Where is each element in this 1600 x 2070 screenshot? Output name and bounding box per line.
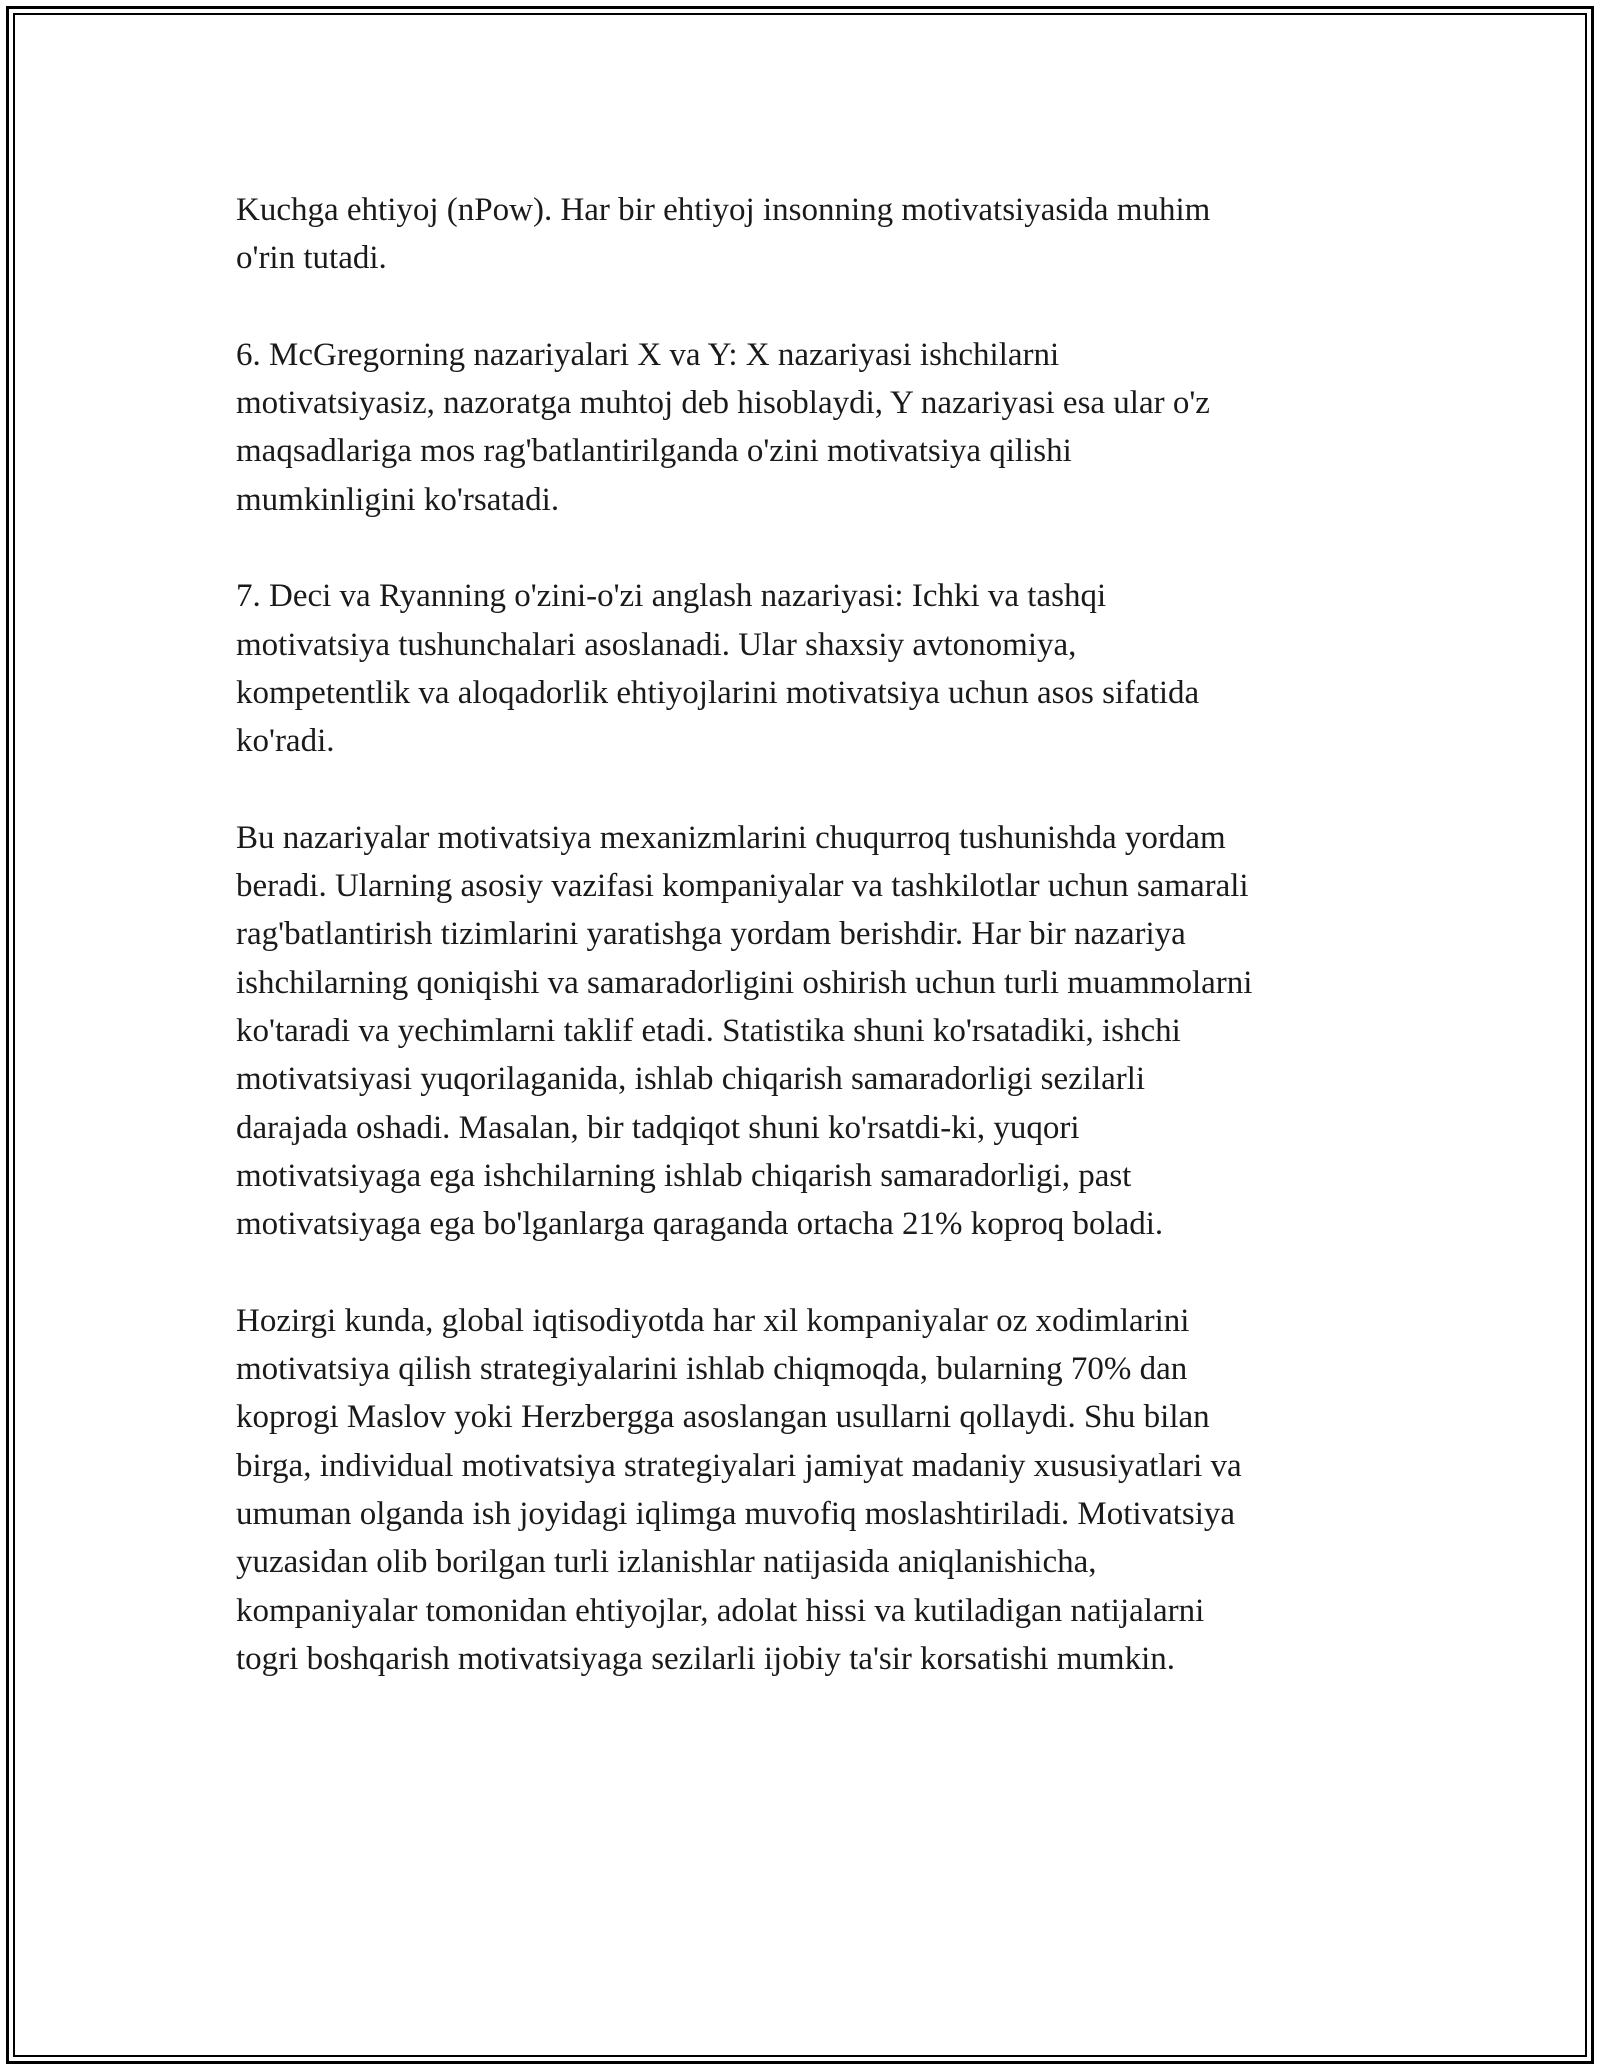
text-line: rag'batlantirish tizimlarini yaratishga yordam berishdir. Har bir nazariya [236,916,1186,953]
paragraph-global-economy [236,1297,1376,1683]
text-line: darajada oshadi. Masalan, bir tadqiqot shuni ko'rsatdi-ki, yuqori [236,1109,1080,1146]
text-line: motivatsiyaga ega ishchilarning ishlab chiqarish samaradorligi, past [236,1157,1132,1194]
text-line: motivatsiyasiz, nazoratga muhtoj deb hisoblaydi, Y nazariyasi esa ular o'z [236,385,1210,422]
text-line: beradi. Ularning asosiy vazifasi kompaniyalar va tashkilotlar uchun samarali [236,868,1249,905]
text-line: kompetentlik va aloqadorlik ehtiyojlarini motivatsiya uchun asos sifatida [236,674,1200,711]
text-line: ko'radi. [236,723,335,760]
text-line: motivatsiya tushunchalari asoslanadi. Ular shaxsiy avtonomiya, [236,626,1077,663]
text-line: Hozirgi kunda, global iqtisodiyotda har xil kompaniyalar oz xodimlarini [236,1302,1190,1339]
text-line: Kuchga ehtiyoj (nPow). Har bir ehtiyoj insonning motivatsiyasida muhim [236,192,1211,228]
paragraph-deci-ryan [236,572,1376,765]
text-line: umuman olganda ish joyidagi iqlimga muvofiq moslashtiriladi. Motivatsiya [236,1496,1236,1533]
text-line: ko'taradi va yechimlarni taklif etadi. Statistika shuni ko'rsatadiki, ishchi [236,1013,1181,1050]
text-line: kompaniyalar tomonidan ehtiyojlar, adolat hissi va kutiladigan natijalarni [236,1592,1205,1629]
text-line: motivatsiyaga ega bo'lganlarga qaraganda ortacha 21% koproq boladi. [236,1206,1164,1243]
text-line: yuzasidan olib borilgan turli izlanishlar natijasida aniqlanishicha, [236,1544,1097,1581]
text-line: togri boshqarish motivatsiyaga sezilarli ijobiy ta'sir korsatishi mumkin. [236,1640,1175,1677]
text-line: 7. Deci va Ryanning o'zini-o'zi anglash nazariyasi: Ichki va tashqi [236,578,1107,615]
text-line: o'rin tutadi. [236,240,387,277]
text-line: birga, individual motivatsiya strategiyalari jamiyat madaniy xususiyatlari va [236,1447,1242,1484]
paragraph-theories-summary [236,814,1376,1249]
text-line: Bu nazariyalar motivatsiya mexanizmlarini chuqurroq tushunishda yordam [236,819,1226,856]
text-line: maqsadlariga mos rag'batlantirilganda o'zini motivatsiya qilishi [236,433,1072,470]
paragraph-npow [236,186,1376,283]
document-body [236,186,1376,1732]
text-line: motivatsiyasi yuqorilaganida, ishlab chiqarish samaradorligi sezilarli [236,1061,1146,1098]
text-line: ishchilarning qoniqishi va samaradorligini oshirish uchun turli muammolarni [236,964,1253,1001]
text-line: motivatsiya qilish strategiyalarini ishlab chiqmoqda, bularning 70% dan [236,1351,1188,1388]
paragraph-mcgregor [236,331,1376,524]
text-line: koprogi Maslov yoki Herzbergga asoslangan usullarni qollaydi. Shu bilan [236,1399,1210,1436]
text-line: 6. McGregorning nazariyalari X va Y: X nazariyasi ishchilarni [236,336,1060,373]
text-line: mumkinligini ko'rsatadi. [236,481,560,518]
